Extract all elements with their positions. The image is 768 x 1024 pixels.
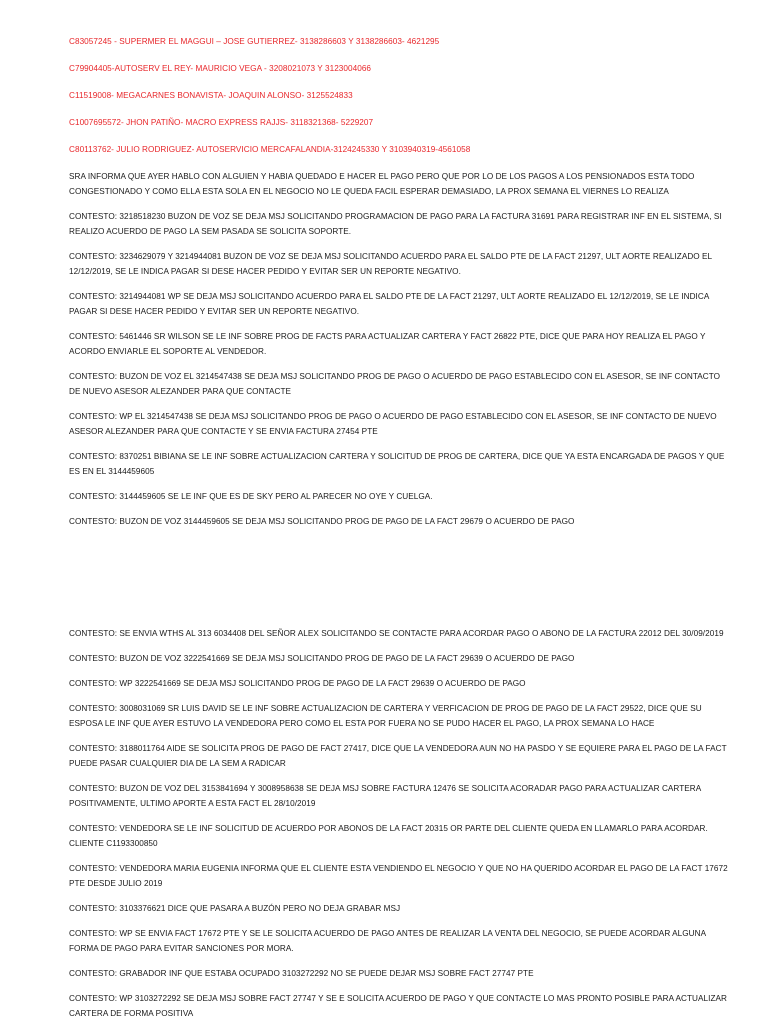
call-log-entry: CONTESTO: VENDEDORA MARIA EUGENIA INFORMA QUE EL CLIENTE ESTA VENDIENDO EL NEGOCIO Y QUE NO HA QUERIDO ACORDAR EL PAGO DE LA FACT 17672 PTE DESDE JULIO 2019 <box>69 864 728 888</box>
blank-space <box>69 539 729 626</box>
call-log-entry: CONTESTO: 3188011764 AIDE SE SOLICITA PROG DE PAGO DE FACT 27417, DICE QUE LA VENDEDORA AUN NO HA PASDO Y SE EQUIERE PARA EL PAGO DE LA FACT PUEDE PASAR CUALQUIER DIA DE LA SEM A RADICAR <box>69 744 727 768</box>
contact-header-line: C11519008- MEGACARNES BONAVISTA- JOAQUIN ALONSO- 3125524833 <box>69 91 353 100</box>
call-log-entry: CONTESTO: WP EL 3214547438 SE DEJA MSJ SOLICITANDO PROG DE PAGO O ACUERDO DE PAGO ESTABLECIDO CON EL ASESOR, SE INF CONTACTO DE NUEVO ASESOR ALEZANDER PARA QUE CONTACTE Y SE ENVIA FACTURA 27454 PTE <box>69 412 717 436</box>
call-log-entry: CONTESTO: BUZON DE VOZ DEL 3153841694 Y 3008958638 SE DEJA MSJ SOBRE FACTURA 12476 SE SOLICITA ACORADAR PAGO PARA ACTUALIZAR CARTERA POSITIVAMENTE, ULTIMO APORTE A ESTA FACT EL 28/10/2019 <box>69 784 701 808</box>
call-log-entry: CONTESTO: 3218518230 BUZON DE VOZ SE DEJA MSJ SOLICITANDO PROGRAMACION DE PAGO PARA LA FACTURA 31691 PARA REGISTRAR INF EN EL SISTEMA, SI REALIZO ACUERDO DE PAGO LA SEM PASADA SE SOLICITA SOPORTE. <box>69 212 722 236</box>
call-log-entry: CONTESTO: 3234629079 Y 3214944081 BUZON DE VOZ SE DEJA MSJ SOLICITANDO ACUERDO PARA EL SALDO PTE DE LA FACT 21297, ULT AORTE REALIZADO EL 12/12/2019, SE LE INDICA PAGAR SI DESE HACER PEDIDO Y EVITAR SER UN REPORTE NEGATIVO. <box>69 252 712 276</box>
call-log-section-1 <box>69 169 729 529</box>
contact-header-line: C79904405-AUTOSERV EL REY- MAURICIO VEGA - 3208021073 Y 3123004066 <box>69 64 372 73</box>
call-log-entry: CONTESTO: VENDEDORA SE LE INF SOLICITUD DE ACUERDO POR ABONOS DE LA FACT 20315 OR PARTE DEL CLIENTE QUEDA EN LLAMARLO PARA ACORDAR. CLIENTE C1193300850 <box>69 824 708 848</box>
call-log-entry: CONTESTO: SE ENVIA WTHS AL 313 6034408 DEL SEÑOR ALEX SOLICITANDO SE CONTACTE PARA ACORDAR PAGO O ABONO DE LA FACTURA 22012 DEL 30/09/2019 <box>69 629 724 638</box>
call-log-entry: SRA INFORMA QUE AYER HABLO CON ALGUIEN Y HABIA QUEDADO E HACER EL PAGO PERO QUE POR LO DE LOS PAGOS A LOS PENSIONADOS ESTA TODO CONGESTIONADO Y COMO ELLA ESTA SOLA EN EL NEGOCIO NO LE QUEDA FACIL ESPERAR DEMASIADO, LA PROX SEMANA EL VIERNES LO REALIZA <box>69 172 695 196</box>
contact-header-list <box>69 34 729 157</box>
document-body <box>69 34 729 1024</box>
call-log-entry: CONTESTO: BUZON DE VOZ 3144459605 SE DEJA MSJ SOLICITANDO PROG DE PAGO DE LA FACT 29679 O ACUERDO DE PAGO <box>69 517 575 526</box>
call-log-entry: CONTESTO: 3008031069 SR LUIS DAVID SE LE INF SOBRE ACTUALIZACION DE CARTERA Y VERFICACION DE PROG DE PAGO DE LA FACT 29522, DICE QUE SU ESPOSA LE INF QUE AYER ESTUVO LA VENDEDORA PERO COMO EL ESTA POR FUERA NO SE PUDO HACER EL PAGO, LA PROX SEMANA LO HACE <box>69 704 702 728</box>
contact-header-line: C80113762- JULIO RODRIGUEZ- AUTOSERVICIO MERCAFALANDIA-3124245330 Y 3103940319-4561058 <box>69 145 471 154</box>
call-log-entry: CONTESTO: WP 3222541669 SE DEJA MSJ SOLICITANDO PROG DE PAGO DE LA FACT 29639 O ACUERDO DE PAGO <box>69 679 526 688</box>
call-log-entry: CONTESTO: 3214944081 WP SE DEJA MSJ SOLICITANDO ACUERDO PARA EL SALDO PTE DE LA FACT 21297, ULT AORTE REALIZADO EL 12/12/2019, SE LE INDICA PAGAR SI DESE HACER PEDIDO Y EVITAR SER UN REPORTE NEGATIVO. <box>69 292 709 316</box>
contact-header-line: C83057245 - SUPERMER EL MAGGUI – JOSE GUTIERREZ- 3138286603 Y 3138286603- 4621295 <box>69 37 440 46</box>
call-log-entry: CONTESTO: GRABADOR INF QUE ESTABA OCUPADO 3103272292 NO SE PUEDE DEJAR MSJ SOBRE FACT 27747 PTE <box>69 969 534 978</box>
call-log-entry: CONTESTO: WP 3103272292 SE DEJA MSJ SOBRE FACT 27747 Y SE E SOLICITA ACUERDO DE PAGO Y QUE CONTACTE LO MAS PRONTO POSIBLE PARA ACTUALIZAR CARTERA DE FORMA POSITIVA <box>69 994 727 1018</box>
call-log-entry: CONTESTO: BUZON DE VOZ 3222541669 SE DEJA MSJ SOLICITANDO PROG DE PAGO DE LA FACT 29639 O ACUERDO DE PAGO <box>69 654 575 663</box>
call-log-entry: CONTESTO: 5461446 SR WILSON SE LE INF SOBRE PROG DE FACTS PARA ACTUALIZAR CARTERA Y FACT 26822 PTE, DICE QUE PARA HOY REALIZA EL PAGO Y ACORDO ENVIARLE EL SOPORTE AL VENDEDOR. <box>69 332 706 356</box>
call-log-section-2 <box>69 626 729 1021</box>
call-log-entry: CONTESTO: 3144459605 SE LE INF QUE ES DE SKY PERO AL PARECER NO OYE Y CUELGA. <box>69 492 433 501</box>
call-log-entry: CONTESTO: 3103376621 DICE QUE PASARA A BUZÓN PERO NO DEJA GRABAR MSJ <box>69 904 401 913</box>
call-log-entry: CONTESTO: BUZON DE VOZ EL 3214547438 SE DEJA MSJ SOLICITANDO PROG DE PAGO O ACUERDO DE PAGO ESTABLECIDO CON EL ASESOR, SE INF CONTACTO DE NUEVO ASESOR ALEZANDER PARA QUE CONTACTE <box>69 372 721 396</box>
contact-header-line: C1007695572- JHON PATIÑO- MACRO EXPRESS RAJJS- 3118321368- 5229207 <box>69 118 374 127</box>
call-log-entry: CONTESTO: WP SE ENVIA FACT 17672 PTE Y SE LE SOLICITA ACUERDO DE PAGO ANTES DE REALIZAR LA VENTA DEL NEGOCIO, SE PUEDE ACORDAR ALGUNA FORMA DE PAGO PARA EVITAR SANCIONES POR MORA. <box>69 929 706 953</box>
call-log-entry: CONTESTO: 8370251 BIBIANA SE LE INF SOBRE ACTUALIZACION CARTERA Y SOLICITUD DE PROG DE CARTERA, DICE QUE YA ESTA ENCARGADA DE PAGOS Y QUE ES EN EL 3144459605 <box>69 452 725 476</box>
